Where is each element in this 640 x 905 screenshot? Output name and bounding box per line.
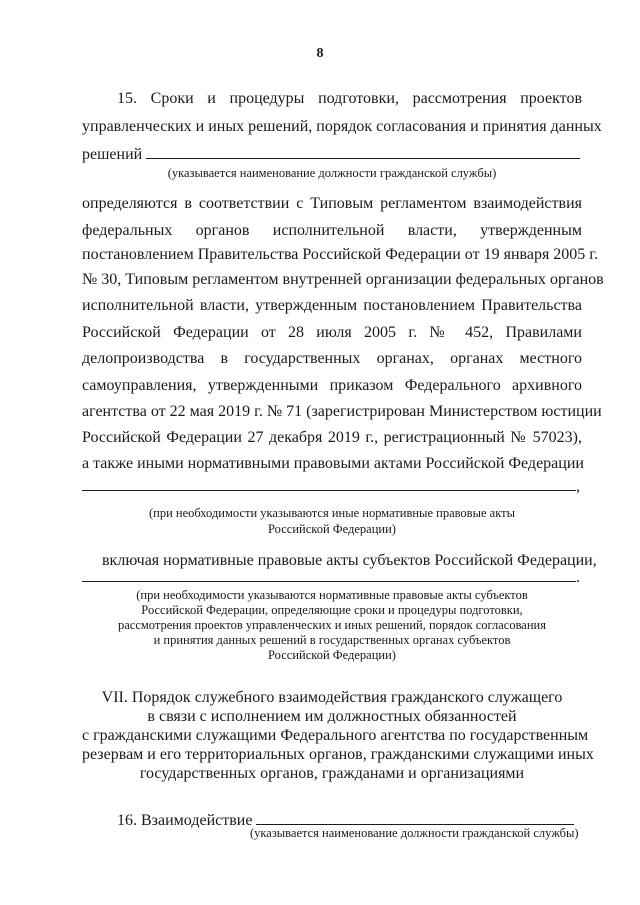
body-line-10: Российской Федерации 27 декабря 2019 г., регистрационный № 57023), (82, 429, 582, 446)
regional-acts-hint-line-2: Российской Федерации, определяющие сроки и процедуры подготовки, (141, 603, 523, 617)
fill-in-blank-other-acts (82, 476, 582, 497)
section-7-heading-line-3: с гражданскими служащими Федерального агентства по государственным (82, 727, 589, 744)
section-7-heading-line-2: в связи с исполнением им должностных обязанностей (147, 708, 517, 725)
body-line-3: постановлением Правительства Российской Федерации от 19 января 2005 г. (82, 246, 599, 263)
regional-acts-hint-line-1: (при необходимости указываются нормативные правовые акты субъектов (136, 588, 528, 602)
blank-end-comma: , (576, 478, 580, 495)
body-line-9: агентства от 22 мая 2019 г. № 71 (зарегистрирован Министерством юстиции (82, 403, 602, 420)
regional-acts-hint-line-4: и принятия данных решений в государственных органах субъектов (153, 633, 511, 647)
fill-in-blank-regional-acts (82, 567, 582, 588)
other-acts-hint-line-2: Российской Федерации) (268, 522, 396, 536)
section-15-line-3-lead: решений (82, 146, 143, 163)
section-7-heading-line-4: резервам и его территориальных органов, гражданскими служащими иных (82, 746, 594, 763)
body-line-2: федеральных органов исполнительной власти, утвержденным (82, 222, 582, 239)
regional-acts-hint-line-3: рассмотрения проектов управленческих и иных решений, порядок согласования (117, 618, 546, 632)
body-line-5: исполнительной власти, утвержденным постановлением Правительства (82, 297, 582, 314)
section-16-hint: (указывается наименование должности гражданской службы) (250, 826, 579, 840)
body-line-11: а также иными нормативными правовыми актами Российской Федерации (82, 455, 584, 472)
including-regional-acts: включая нормативные правовые акты субъектов Российской Федерации, (102, 552, 597, 569)
blank-line (82, 567, 576, 582)
other-acts-hint-line-1: (при необходимости указываются иные нормативные правовые акты (149, 506, 515, 520)
body-line-7: делопроизводства в государственных органах, органах местного (82, 350, 582, 367)
section-15-line-3 (82, 144, 582, 165)
fill-in-blank-position-16 (256, 810, 574, 825)
regional-acts-hint-line-5: Российской Федерации) (268, 648, 396, 662)
body-line-4: № 30, Типовым регламентом внутренней организации федеральных органов (82, 271, 604, 288)
section-7-heading-line-5: государственных органов, гражданами и организациями (139, 765, 525, 782)
section-15-line-2: управленческих и иных решений, порядок согласования и принятия данных (82, 118, 602, 135)
blank-end-period: . (576, 569, 580, 586)
body-line-6: Российской Федерации от 28 июля 2005 г. № 452, Правилами (82, 324, 582, 341)
page-number: 8 (316, 46, 324, 61)
fill-in-blank-position (146, 144, 580, 159)
section-16-lead: 16. Взаимодействие (117, 812, 253, 829)
body-line-1: определяются в соответствии с Типовым регламентом взаимодействия (82, 195, 582, 212)
section-7-heading-line-1: VII. Порядок служебного взаимодействия гражданского служащего (101, 689, 563, 706)
section-15-line-1: 15. Сроки и процедуры подготовки, рассмотрения проектов (117, 90, 582, 107)
body-line-8: самоуправления, утвержденными приказом Федерального архивного (82, 377, 582, 394)
position-hint: (указывается наименование должности гражданской службы) (167, 166, 497, 180)
blank-line (82, 476, 576, 491)
